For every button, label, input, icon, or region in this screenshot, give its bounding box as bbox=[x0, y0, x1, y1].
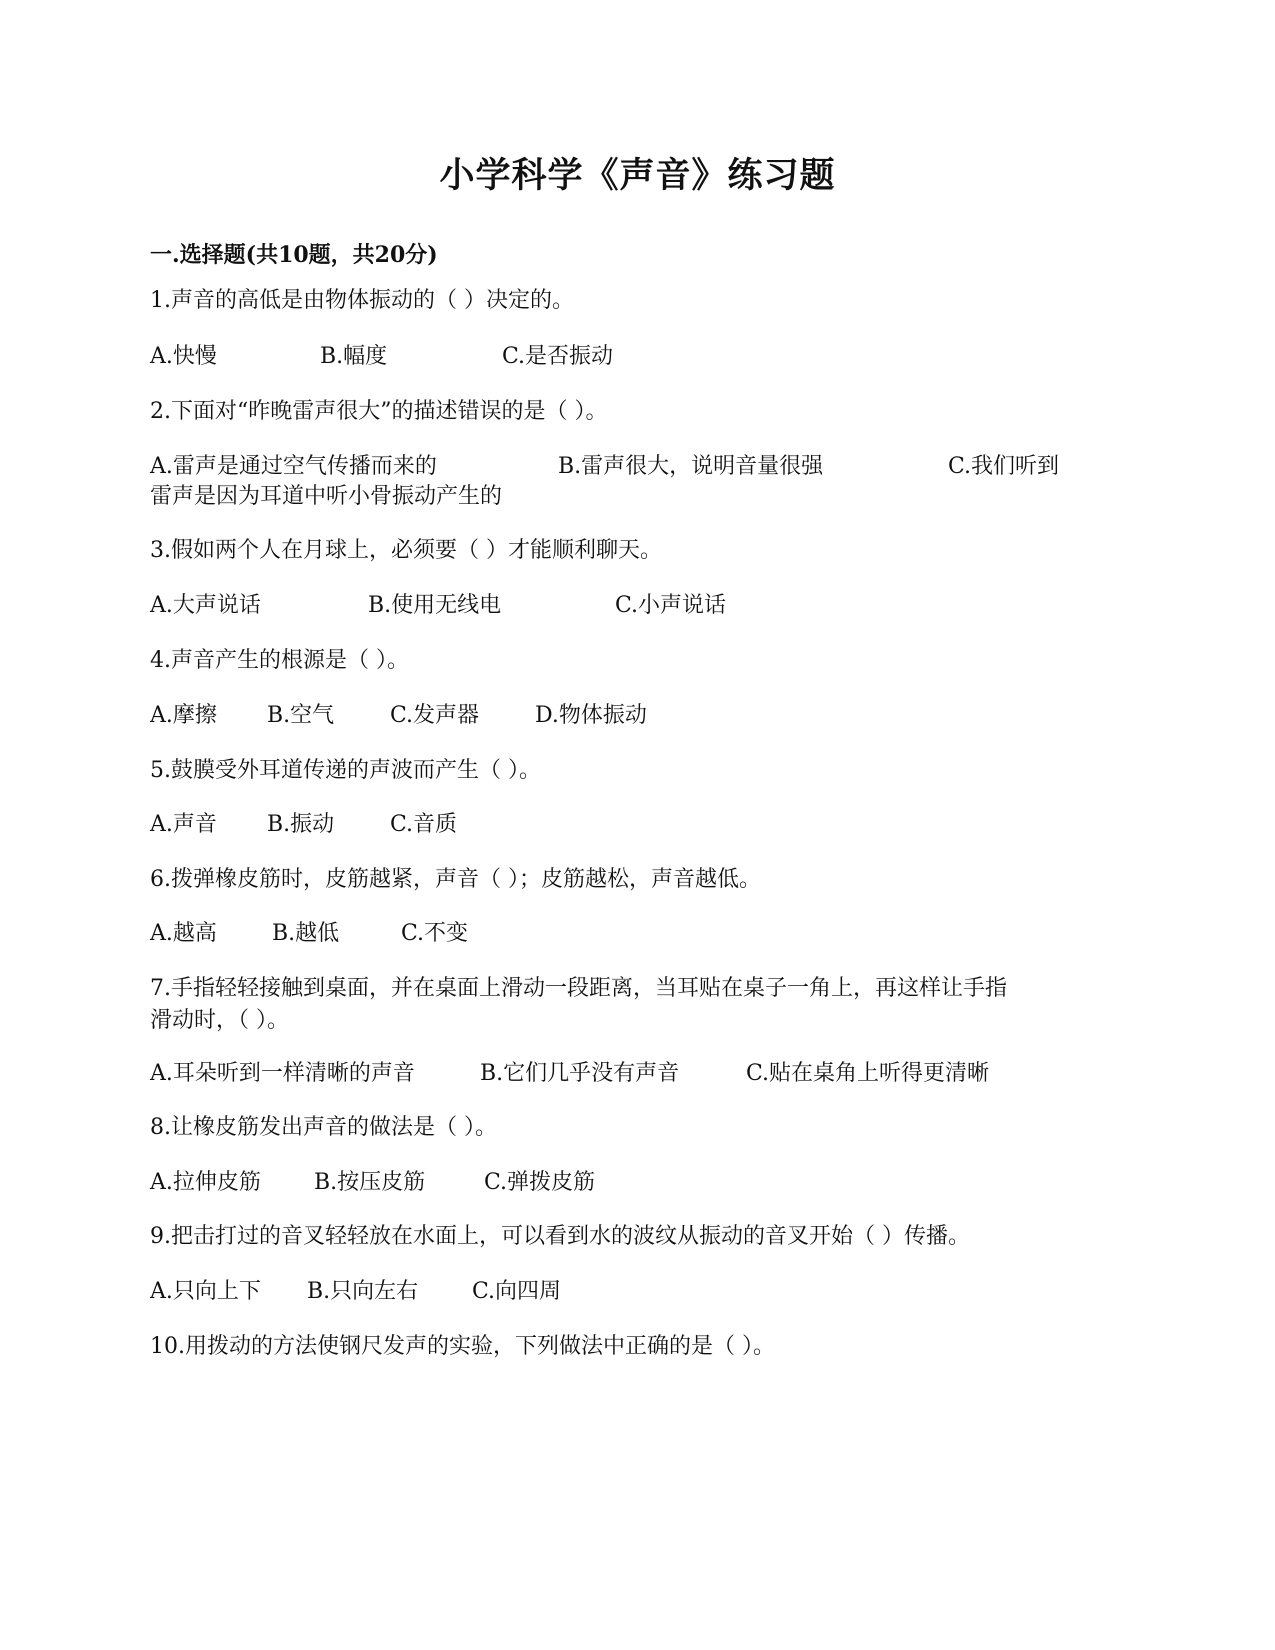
option-d: D.物体振动 bbox=[535, 703, 647, 728]
option-c: C.我们听到 bbox=[948, 454, 1060, 479]
option-b: B.振动 bbox=[267, 812, 335, 837]
options-2 bbox=[150, 451, 1125, 483]
option-b: B.越低 bbox=[272, 921, 340, 946]
question-9: 9.把击打过的音叉轻轻放在水面上，可以看到水的波纹从振动的音叉开始（ ）传播。 bbox=[150, 1224, 970, 1249]
option-c: C.弹拨皮筋 bbox=[484, 1170, 596, 1195]
option-b: B.只向左右 bbox=[307, 1279, 419, 1304]
option-a: A.雷声是通过空气传播而来的 bbox=[150, 454, 437, 479]
option-b: B.使用无线电 bbox=[368, 593, 502, 618]
question-4: 4.声音产生的根源是（ ）。 bbox=[150, 648, 409, 673]
option-c: C.贴在桌角上听得更清晰 bbox=[746, 1061, 990, 1086]
option-a: A.拉伸皮筋 bbox=[150, 1170, 261, 1195]
question-7 bbox=[150, 973, 1125, 1037]
page-title: 小学科学《声音》练习题 bbox=[439, 155, 836, 196]
option-c: C.是否振动 bbox=[502, 344, 614, 369]
question-6: 6.拨弹橡皮筋时，皮筋越紧，声音（ ）；皮筋越松，声音越低。 bbox=[150, 867, 761, 892]
option-c: C.音质 bbox=[390, 812, 458, 837]
option-b: B.雷声很大，说明音量很强 bbox=[558, 454, 824, 479]
option-b: B.它们几乎没有声音 bbox=[480, 1061, 680, 1086]
option-c-continuation: 雷声是因为耳道中听小骨振动产生的 bbox=[150, 484, 503, 509]
option-c: C.不变 bbox=[401, 921, 469, 946]
option-a: A.耳朵听到一样清晰的声音 bbox=[150, 1061, 415, 1086]
option-a: A.越高 bbox=[150, 921, 217, 946]
question-3: 3.假如两个人在月球上，必须要（ ）才能顺利聊天。 bbox=[150, 538, 662, 563]
question-8: 8.让橡皮筋发出声音的做法是（ ）。 bbox=[150, 1115, 497, 1140]
question-1: 1.声音的高低是由物体振动的（ ）决定的。 bbox=[150, 288, 574, 313]
option-a: A.只向上下 bbox=[150, 1279, 261, 1304]
question-7-line-1: 7.手指轻轻接触到桌面，并在桌面上滑动一段距离，当耳贴在桌子一角上，再这样让手指 bbox=[150, 976, 1007, 1001]
option-a: A.声音 bbox=[150, 812, 217, 837]
option-c: C.小声说话 bbox=[615, 593, 727, 618]
option-a: A.大声说话 bbox=[150, 593, 261, 618]
question-5: 5.鼓膜受外耳道传递的声波而产生（ ）。 bbox=[150, 758, 541, 783]
question-10: 10.用拨动的方法使钢尺发声的实验，下列做法中正确的是（ ）。 bbox=[150, 1334, 775, 1359]
option-a: A.快慢 bbox=[150, 344, 217, 369]
option-c: C.发声器 bbox=[390, 703, 480, 728]
question-7-line-2: 滑动时，（ ）。 bbox=[150, 1008, 289, 1033]
option-b: B.空气 bbox=[267, 703, 335, 728]
option-b: B.按压皮筋 bbox=[314, 1170, 426, 1195]
option-b: B.幅度 bbox=[320, 344, 388, 369]
option-c: C.向四周 bbox=[472, 1279, 562, 1304]
question-2: 2.下面对“昨晚雷声很大”的描述错误的是（ ）。 bbox=[150, 399, 608, 424]
section-heading: 一.选择题(共10题，共20分) bbox=[150, 242, 438, 268]
option-a: A.摩擦 bbox=[150, 703, 217, 728]
